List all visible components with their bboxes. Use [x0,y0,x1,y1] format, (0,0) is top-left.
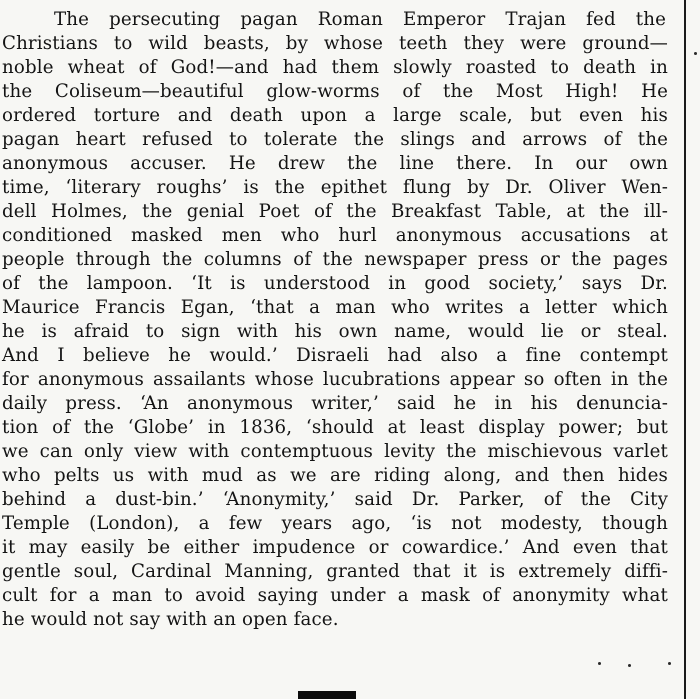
ink-speck [668,662,671,665]
text-line: the Coliseum—beautiful glow-worms of the Most High! He [2,81,668,102]
text-line: tion of the ‘Globe’ in 1836, ‘should at least display power; but [2,417,668,438]
text-line: gentle soul, Cardinal Manning, granted that it is extremely diffi- [2,561,668,582]
text-line: cult for a man to avoid saying under a mask of anonymity what [2,585,668,606]
text-line: time, ‘literary roughs’ is the epithet flung by Dr. Oliver Wen- [2,177,668,198]
text-line: ordered torture and death upon a large scale, but even his [2,105,668,126]
text-line: he is afraid to sign with his own name, would lie or steal. [2,321,668,342]
text-line: people through the columns of the newspaper press or the pages [2,249,668,270]
text-line: pagan heart refused to tolerate the slings and arrows of the [2,129,668,150]
text-line: Maurice Francis Egan, ‘that a man who writes a letter which [2,297,668,318]
text-line: behind a dust-bin.’ ‘Anonymity,’ said Dr. Parker, of the City [2,489,668,510]
text-line: noble wheat of God!—and had them slowly roasted to death in [2,57,668,78]
text-line: who pelts us with mud as we are riding along, and then hides [2,465,668,486]
text-line: conditioned masked men who hurl anonymous accusations at [2,225,668,246]
text-line: of the lampoon. ‘It is understood in good society,’ says Dr. [2,273,668,294]
text-line: it may easily be either impudence or cowardice.’ And even that [2,537,668,558]
ink-speck [598,662,601,665]
text-line: daily press. ‘An anonymous writer,’ said he in his denuncia- [2,393,668,414]
text-line: for anonymous assailants whose lucubrations appear so often in the [2,369,668,390]
text-line: The persecuting pagan Roman Emperor Trajan fed the [54,9,666,30]
text-line: anonymous accuser. He drew the line there. In our own [2,153,668,174]
text-line: dell Holmes, the genial Poet of the Breakfast Table, at the ill- [2,201,668,222]
text-line: And I believe he would.’ Disraeli had also a fine contempt [2,345,668,366]
column-rule [684,0,686,699]
text-line: he would not say with an open face. [2,609,339,630]
ink-speck [628,664,631,667]
text-line: Christians to wild beasts, by whose teeth they were ground— [2,33,668,54]
ink-speck [694,52,697,55]
print-mark [298,691,356,699]
text-line: Temple (London), a few years ago, ‘is not modesty, though [2,513,668,534]
text-line: we can only view with contemptuous levity the mischievous varlet [2,441,668,462]
